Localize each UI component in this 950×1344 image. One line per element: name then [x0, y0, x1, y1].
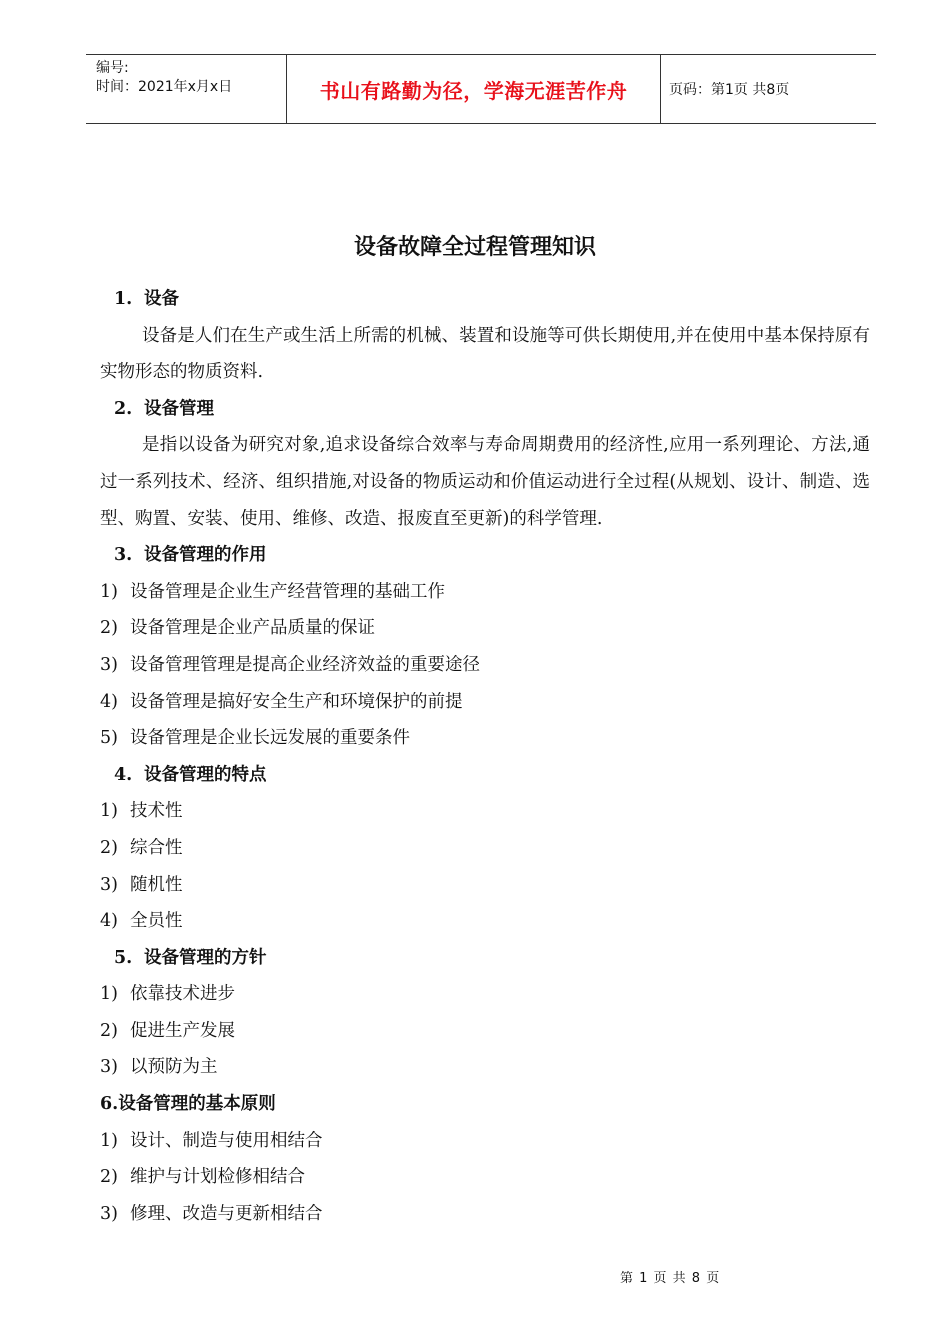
- list-item: [100, 684, 870, 721]
- list-item-number: 5): [100, 728, 118, 749]
- list-item: [100, 793, 870, 830]
- section-heading: [100, 940, 870, 977]
- list-item: [100, 830, 870, 867]
- section-paragraph: 设备是人们在生产或生活上所需的机械、装置和设施等可供长期使用,并在使用中基本保持原有实物形态的物质资料.: [100, 325, 870, 383]
- list-item-number: 2): [100, 837, 118, 858]
- list-item-text: 促进生产发展: [130, 1020, 235, 1041]
- list-item-number: 3): [100, 1203, 118, 1224]
- header-divider-right: [660, 55, 661, 123]
- section-heading: 6.设备管理的基本原则: [100, 1094, 276, 1115]
- list-item-number: 1): [100, 581, 118, 602]
- section-paragraph: 是指以设备为研究对象,追求设备综合效率与寿命周期费用的经济性,应用一系列理论、方法,通过一系列技术、经济、组织措施,对设备的物质运动和价值运动进行全过程(从规划、设计、制造、选型、购置、安装、使用、维修、改造、报废直至更新)的科学管理.: [100, 435, 870, 529]
- list-item-text: 设备管理是企业生产经营管理的基础工作: [130, 581, 445, 602]
- list-item-number: 3): [100, 1057, 118, 1078]
- section-heading: [100, 757, 870, 794]
- list-item: [100, 574, 870, 611]
- header-page-info: 页码：第1页 共8页: [669, 82, 790, 98]
- section-title: 设备管理的特点: [144, 764, 267, 785]
- list-item-text: 综合性: [130, 837, 183, 858]
- list-item-number: 3): [100, 874, 118, 895]
- list-item: [100, 1123, 870, 1160]
- list-item: [100, 1196, 870, 1233]
- document-body: [100, 281, 870, 1232]
- document-time-label: 时间：2021年x月x日: [96, 79, 233, 95]
- list-item-text: 技术性: [130, 801, 183, 822]
- list-item-text: 维护与计划检修相结合: [130, 1167, 305, 1188]
- list-item-text: 设计、制造与使用相结合: [130, 1130, 323, 1151]
- list-item-text: 设备管理是企业产品质量的保证: [130, 618, 375, 639]
- list-item-text: 随机性: [130, 874, 183, 895]
- section-heading: [100, 391, 870, 428]
- section-number: 4.: [114, 764, 133, 785]
- list-item: [100, 867, 870, 904]
- list-item-number: 3): [100, 654, 118, 675]
- page-footer: 第 1 页 共 8 页: [620, 1271, 721, 1286]
- section-number: 3.: [114, 545, 133, 566]
- section-heading: [100, 281, 870, 318]
- list-item: [100, 720, 870, 757]
- list-item-text: 设备管理管理是提高企业经济效益的重要途径: [130, 654, 480, 675]
- section-heading: [100, 537, 870, 574]
- list-item-number: 1): [100, 984, 118, 1005]
- list-item-number: 1): [100, 1130, 118, 1151]
- list-item: [100, 1013, 870, 1050]
- section-number: 5.: [114, 947, 133, 968]
- document-number-label: 编号:: [96, 60, 129, 76]
- list-item-text: 设备管理是企业长远发展的重要条件: [130, 728, 410, 749]
- list-item-text: 全员性: [130, 911, 183, 932]
- document-title: 设备故障全过程管理知识: [353, 235, 596, 260]
- list-item-number: 2): [100, 1167, 118, 1188]
- list-item: [100, 976, 870, 1013]
- section-number: 2.: [114, 398, 133, 419]
- list-item: [100, 647, 870, 684]
- list-item-number: 2): [100, 1020, 118, 1041]
- section-number: 1.: [114, 289, 133, 309]
- header-meta: [96, 59, 286, 97]
- list-item: [100, 1159, 870, 1196]
- list-item: [100, 903, 870, 940]
- section-title: 设备管理: [144, 398, 214, 419]
- list-item-number: 4): [100, 691, 118, 712]
- section-title: 设备: [144, 289, 179, 309]
- list-item-number: 4): [100, 911, 118, 932]
- header-motto: 书山有路勤为径，学海无涯苦作舟: [319, 78, 628, 103]
- list-item-number: 2): [100, 618, 118, 639]
- list-item-text: 以预防为主: [130, 1057, 218, 1078]
- section-title: 设备管理的方针: [144, 947, 267, 968]
- list-item-number: 1): [100, 801, 118, 822]
- list-item: [100, 610, 870, 647]
- section-title: 设备管理的作用: [144, 545, 267, 566]
- list-item-text: 依靠技术进步: [130, 984, 235, 1005]
- list-item-text: 设备管理是搞好安全生产和环境保护的前提: [130, 691, 463, 712]
- list-item-text: 修理、改造与更新相结合: [130, 1203, 323, 1224]
- document-header: [86, 54, 876, 124]
- list-item: [100, 1049, 870, 1086]
